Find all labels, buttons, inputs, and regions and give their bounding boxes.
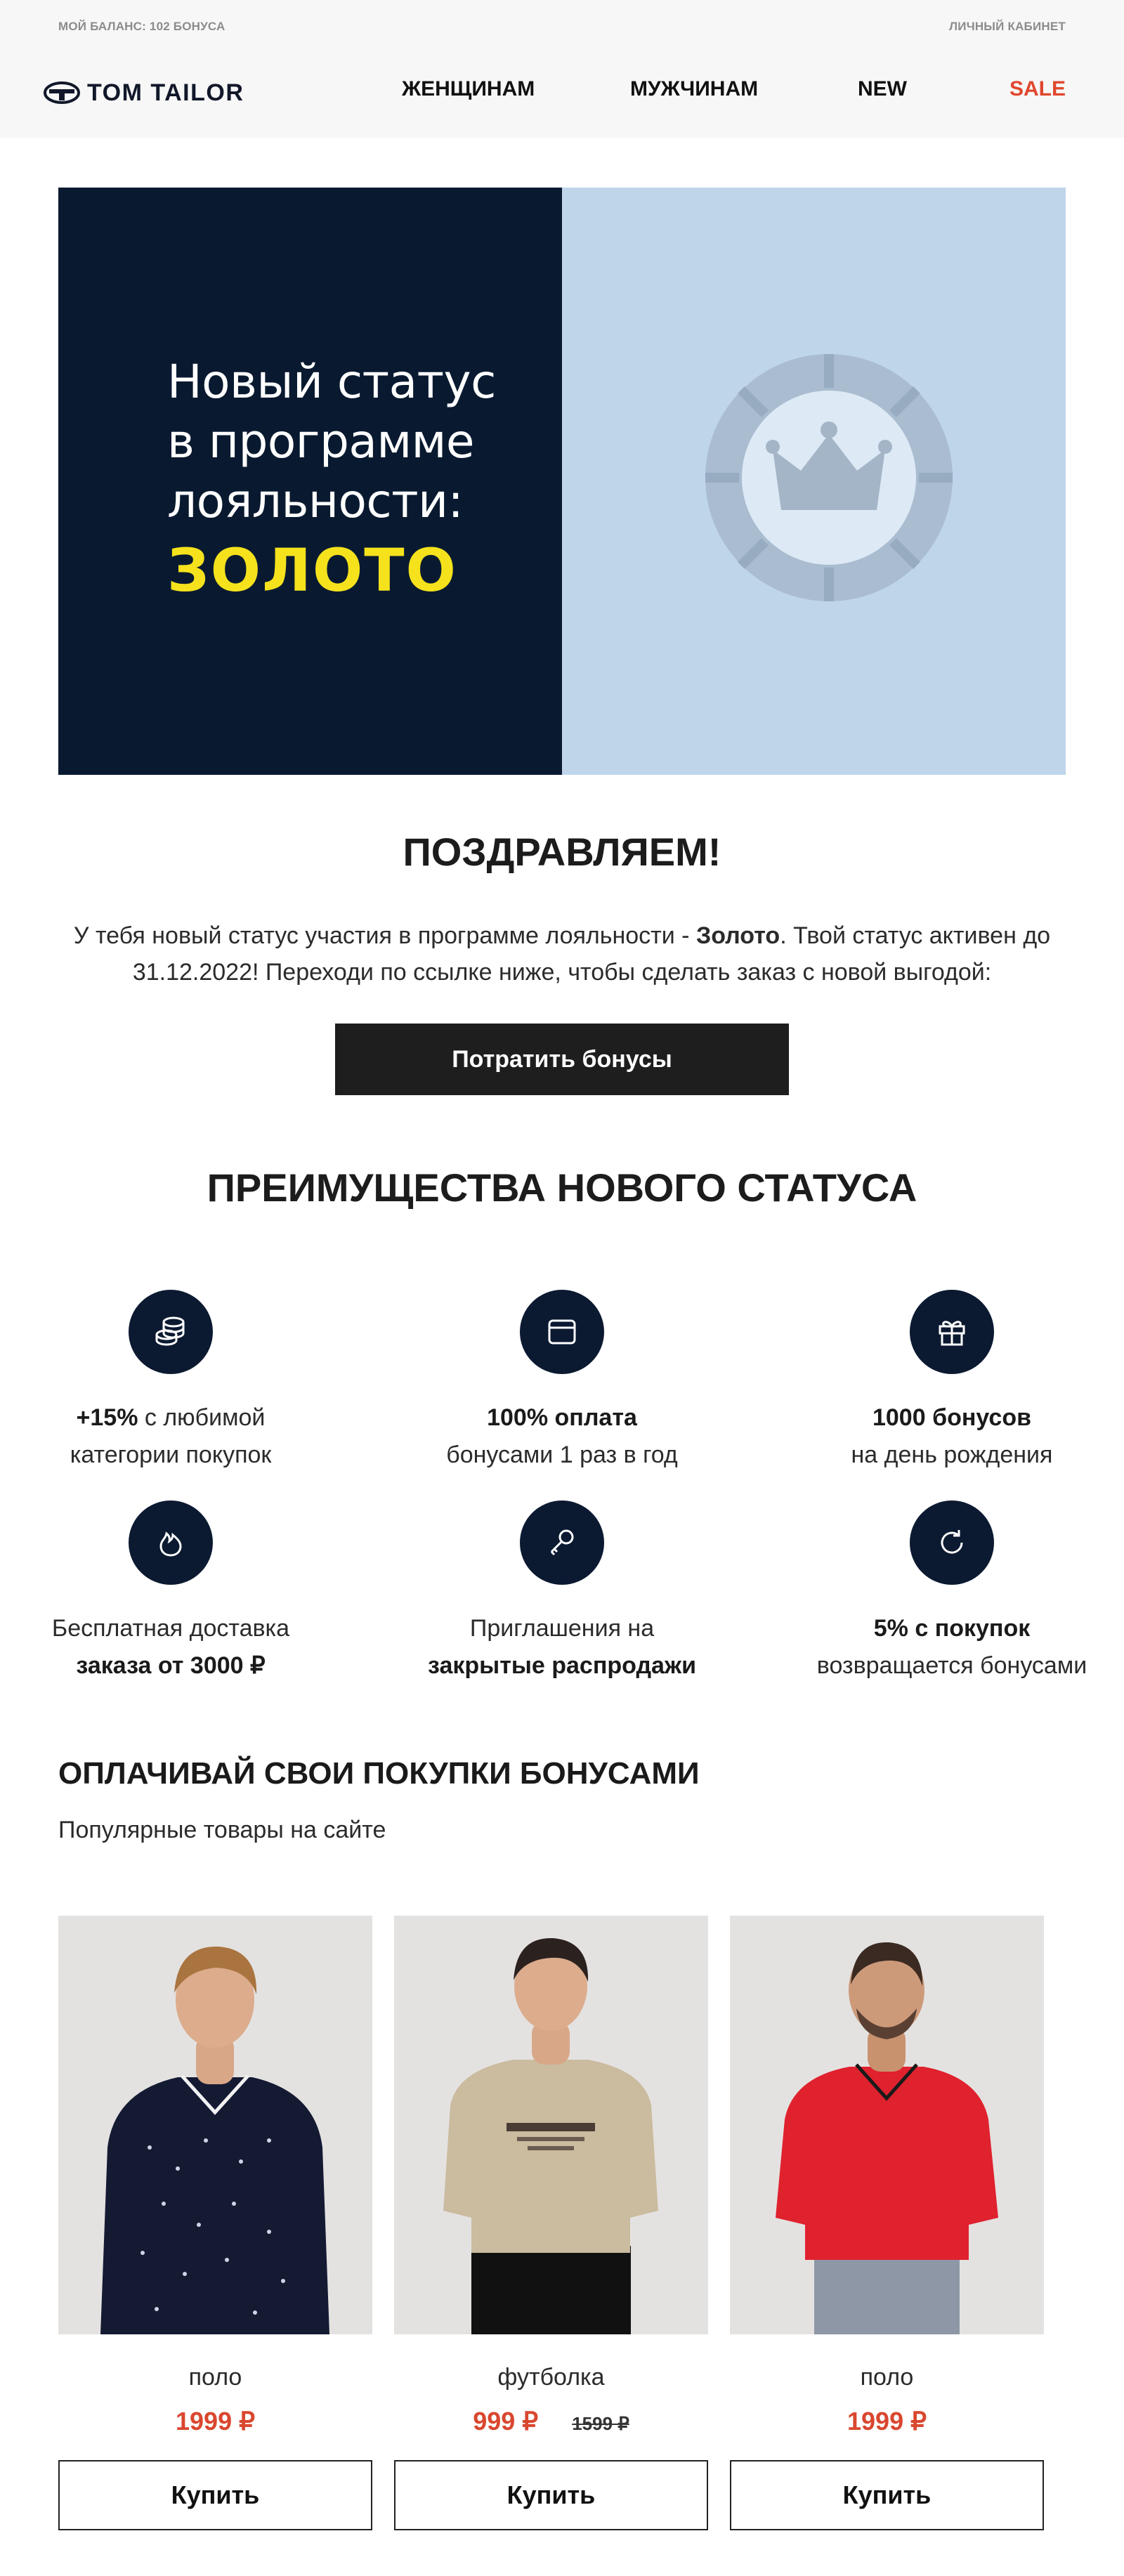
pay-with-bonuses-title: ОПЛАЧИВАЙ СВОИ ПОКУПКИ БОНУСАМИ (58, 1756, 700, 1791)
product-image[interactable] (730, 1916, 1044, 2334)
congrats-text (0, 917, 1124, 990)
bonus-balance-link[interactable]: МОЙ БАЛАНС: 102 БОНУСА (58, 20, 226, 33)
product-image[interactable] (58, 1916, 372, 2334)
benefit-item (769, 1290, 1124, 1474)
product-price (394, 2407, 708, 2436)
fire-icon (129, 1501, 213, 1585)
benefit-text (379, 1610, 745, 1685)
tom-tailor-logo[interactable] (44, 79, 244, 107)
benefit-bold: 5% с покупок (873, 1615, 1031, 1642)
product-name[interactable]: поло (188, 2364, 242, 2391)
hero-line-3: лояльности: (167, 474, 464, 528)
product-card (730, 1916, 1044, 2530)
hero-line-1: Новый статус (167, 355, 496, 409)
benefit-line2: на день рождения (851, 1441, 1053, 1468)
benefit-line2: возвращается бонусами (816, 1652, 1087, 1679)
product-price (58, 2407, 372, 2436)
gift-icon (910, 1290, 994, 1374)
hero-banner[interactable] (58, 188, 1066, 775)
hero-status-gold: ЗОЛОТО (167, 536, 457, 605)
benefit-line1: Бесплатная доставка (51, 1615, 290, 1642)
nav-women[interactable]: ЖЕНЩИНАМ (402, 77, 535, 100)
key-icon (520, 1501, 604, 1585)
logo-text: TOM TAILOR (87, 79, 244, 106)
hero-text-panel (58, 188, 562, 775)
product-name[interactable]: футболка (497, 2364, 605, 2391)
product-price (730, 2407, 1044, 2436)
benefit-bold: заказа от 3000 ₽ (76, 1652, 266, 1679)
benefit-text (0, 1399, 353, 1474)
benefit-item (379, 1501, 745, 1685)
congrats-text-status: Золото (695, 922, 780, 949)
buy-button[interactable]: Купить (730, 2460, 1044, 2530)
benefit-bold: 100% оплата (487, 1404, 637, 1431)
product-price-value: 999 ₽ (473, 2407, 539, 2436)
benefit-line1: Приглашения на (469, 1615, 655, 1642)
congrats-title: ПОЗДРАВЛЯЕМ! (403, 830, 721, 874)
product-price-value: 1999 ₽ (176, 2407, 255, 2436)
product-name[interactable]: поло (860, 2364, 914, 2391)
header-bar (0, 0, 1124, 138)
benefit-item (379, 1290, 745, 1474)
benefit-text (0, 1610, 353, 1685)
benefit-text (769, 1399, 1124, 1474)
popular-products-subtitle: Популярные товары на сайте (58, 1817, 386, 1843)
congrats-text-after: . Твой статус активен до (780, 922, 1051, 949)
benefit-text (769, 1610, 1124, 1685)
product-card (58, 1916, 372, 2530)
benefit-bold: закрытые распродажи (428, 1652, 696, 1679)
hero-line-2: в программе (167, 414, 475, 469)
buy-button[interactable]: Купить (58, 2460, 372, 2530)
benefit-item (769, 1501, 1124, 1685)
product-card (394, 1916, 708, 2530)
personal-account-link[interactable]: ЛИЧНЫЙ КАБИНЕТ (949, 20, 1066, 33)
nav-men[interactable]: МУЖЧИНАМ (630, 77, 759, 100)
product-image[interactable] (394, 1916, 708, 2334)
coins-icon (129, 1290, 213, 1374)
benefit-item (0, 1290, 353, 1474)
congrats-text-line2: 31.12.2022! Переходи по ссылке ниже, чтобы сделать заказ с новой выгодой: (132, 959, 992, 986)
nav-new[interactable]: NEW (858, 77, 907, 100)
benefit-line2: категории покупок (70, 1441, 272, 1468)
tom-tailor-logo-icon (44, 81, 80, 105)
benefit-rest: с любимой (138, 1404, 266, 1431)
congrats-text-before: У тебя новый статус участия в программе лояльности - (73, 922, 696, 949)
benefits-title: ПРЕИМУЩЕСТВА НОВОГО СТАТУСА (207, 1165, 917, 1210)
hero-badge-panel (562, 188, 1066, 775)
product-price-value: 1999 ₽ (847, 2407, 927, 2436)
benefit-bold: 1000 бонусов (872, 1404, 1032, 1431)
benefit-text (379, 1399, 745, 1474)
benefit-bold: +15% (76, 1404, 138, 1431)
refresh-icon (910, 1501, 994, 1585)
buy-button[interactable]: Купить (394, 2460, 708, 2530)
product-old-price: 1599 ₽ (572, 2413, 629, 2434)
crown-icon (702, 351, 955, 604)
spend-bonuses-button[interactable]: Потратить бонусы (335, 1024, 789, 1095)
card-icon (520, 1290, 604, 1374)
benefit-line2: бонусами 1 раз в год (446, 1441, 678, 1468)
nav-sale[interactable]: SALE (1009, 77, 1066, 100)
benefit-item (0, 1501, 353, 1685)
